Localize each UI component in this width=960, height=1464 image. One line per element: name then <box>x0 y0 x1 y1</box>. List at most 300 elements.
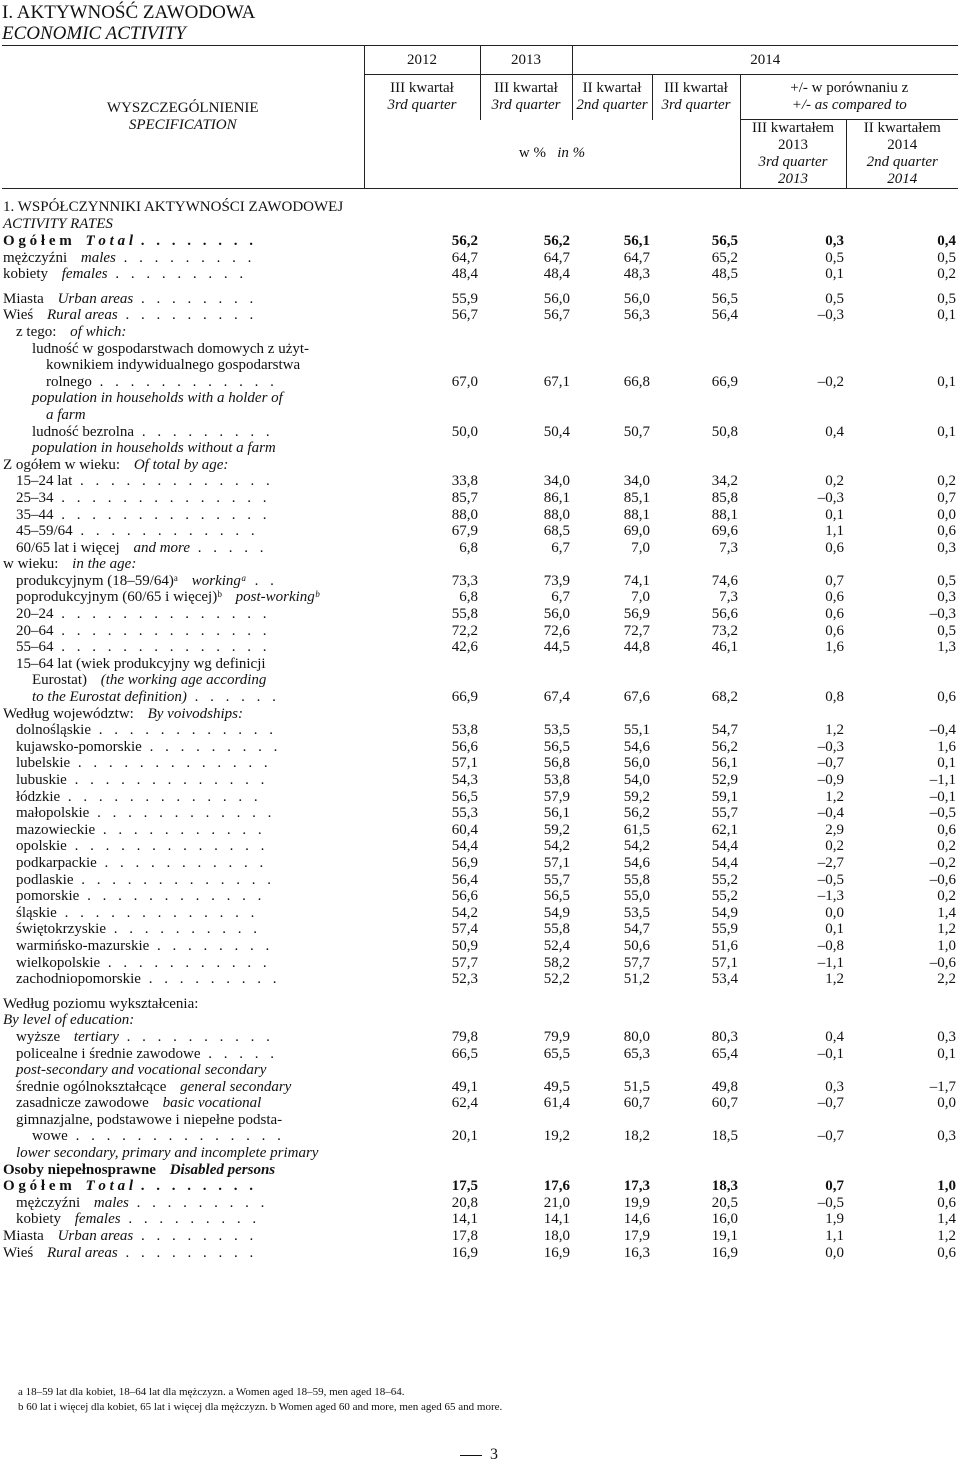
value-cell: 56,2 <box>623 805 650 822</box>
dot-leader: . . . . . . . . . . . . . . <box>53 622 271 639</box>
row-label <box>2 1162 364 1179</box>
value-cell: 44,8 <box>623 639 650 656</box>
value-cell: 56,0 <box>623 290 650 307</box>
value-cell: 56,7 <box>543 307 570 324</box>
value-cell: 66,9 <box>711 373 738 390</box>
value-cell: 69,6 <box>711 523 738 540</box>
label-pl: lubuskie <box>16 772 67 788</box>
label-pl: Miasta <box>3 1228 44 1245</box>
label-pl: kownikiem indywidualnego gospodarstwa <box>46 357 301 374</box>
label-en: post-secondary and vocational secondary <box>16 1062 267 1079</box>
label-en: basic vocational <box>162 1095 262 1112</box>
value-cell: 73,3 <box>451 572 478 589</box>
value-cell: 53,4 <box>711 971 738 988</box>
value-cell: –2,7 <box>817 854 844 871</box>
value-cell: 0,7 <box>825 572 844 589</box>
col-header-2013q3: III kwartał 3rd quarter <box>480 75 572 120</box>
value-cell: 0,7 <box>937 489 956 506</box>
footnote-b: b 60 lat i więcej dla kobiet, 65 lat i więcej dla mężczyzn. b Women aged 60 and more, men aged 65 and more. <box>18 1401 503 1413</box>
value-cell: –0,3 <box>817 489 844 506</box>
value-cell: 1,1 <box>825 523 844 540</box>
dot-leader: . . . . . . . . . . . . . . <box>53 506 271 523</box>
label-pl: Według poziomu wykształcenia: <box>3 995 199 1012</box>
value-cell: 59,2 <box>543 821 570 838</box>
value-cell: 49,8 <box>711 1078 738 1095</box>
value-cell: 54,7 <box>623 921 650 938</box>
value-cell: 18,5 <box>711 1128 738 1145</box>
value-cell: 51,6 <box>711 937 738 954</box>
value-cell: 88,0 <box>543 506 570 523</box>
row-label <box>2 755 364 772</box>
value-cell: 62,4 <box>451 1095 478 1112</box>
value-cell: 56,5 <box>711 290 738 307</box>
dot-leader: . . . . . . . . . . <box>118 1028 274 1045</box>
label-pl: 25–34 <box>16 489 54 506</box>
dot-leader: . . . . . . . . . . . . . . <box>53 489 271 506</box>
value-cell: 85,7 <box>451 489 478 506</box>
label-pl: gimnazjalne, podstawowe i niepełne podsta- <box>16 1111 283 1128</box>
value-cell: 56,5 <box>543 888 570 905</box>
value-cell: 65,5 <box>543 1045 570 1062</box>
value-cell: 68,2 <box>711 689 738 706</box>
value-cell: 54,9 <box>543 904 570 921</box>
value-cell: 0,5 <box>825 290 844 307</box>
table-row <box>2 706 958 723</box>
label-pl: podlaskie <box>16 871 74 888</box>
label-pl: świętokrzyskie <box>16 921 106 938</box>
row-label <box>2 656 364 673</box>
row-label <box>2 822 364 839</box>
row-label <box>2 589 364 606</box>
table-row <box>2 1079 958 1096</box>
table-row <box>2 822 958 839</box>
value-cell: 42,6 <box>451 639 478 656</box>
value-cell: 2,9 <box>825 821 844 838</box>
row-label <box>2 341 364 358</box>
value-cell: 17,9 <box>623 1228 650 1245</box>
value-cell: 19,9 <box>623 1194 650 1211</box>
value-cell: 56,0 <box>623 755 650 772</box>
value-cell: 34,2 <box>711 473 738 490</box>
row-label <box>2 189 364 234</box>
table-row <box>2 1062 958 1079</box>
value-cell: 0,0 <box>825 1244 844 1261</box>
value-cell: 80,3 <box>711 1028 738 1045</box>
year-2013: 2013 <box>480 46 572 75</box>
value-cell: –0,4 <box>817 805 844 822</box>
row-label <box>2 490 364 507</box>
value-cell: 0,1 <box>937 423 956 440</box>
value-cell: –0,1 <box>929 788 956 805</box>
row-label <box>2 357 364 374</box>
row-label <box>2 706 364 723</box>
dot-leader: . . <box>246 572 278 589</box>
value-cell: 54,0 <box>623 772 650 788</box>
label-pl: lubelskie <box>16 755 71 772</box>
label-pl: O g ó ł e m <box>3 233 72 249</box>
value-cell: 65,2 <box>711 249 738 266</box>
value-cell: 0,3 <box>825 1078 844 1095</box>
value-cell: 61,4 <box>543 1095 570 1112</box>
value-cell: –0,7 <box>817 1095 844 1112</box>
value-cell: 52,9 <box>711 772 738 788</box>
value-cell: 55,3 <box>451 805 478 822</box>
row-label <box>2 250 364 267</box>
value-cell: 67,4 <box>543 689 570 706</box>
row-label <box>2 1062 364 1079</box>
value-cell: 51,5 <box>623 1078 650 1095</box>
value-cell: 60,7 <box>623 1095 650 1112</box>
value-cell: 55,8 <box>451 606 478 623</box>
dot-leader: . . . . . . . . . . . . <box>91 373 278 390</box>
value-cell: 16,9 <box>711 1244 738 1261</box>
value-cell: 57,1 <box>451 755 478 772</box>
value-cell: 17,5 <box>451 1178 478 1195</box>
value-cell: 69,0 <box>623 523 650 540</box>
table-row <box>2 739 958 756</box>
value-cell: 56,5 <box>543 738 570 755</box>
label-pl: zachodniopomorskie <box>16 971 141 988</box>
row-label <box>2 523 364 540</box>
label-pl: 20–64 <box>16 622 54 639</box>
label-pl: 15–64 lat (wiek produkcyjny wg definicji <box>16 655 266 672</box>
unit-header: w % in % <box>364 120 740 189</box>
label-en: females <box>74 1211 121 1228</box>
value-cell: 56,4 <box>711 307 738 324</box>
value-cell: 55,8 <box>623 871 650 888</box>
value-cell: 57,1 <box>711 954 738 971</box>
table-row <box>2 1228 958 1245</box>
value-cell: 6,7 <box>551 589 570 606</box>
row-label <box>2 888 364 905</box>
value-cell: 0,3 <box>937 1128 956 1145</box>
value-cell: 48,3 <box>623 266 650 283</box>
value-cell: 0,4 <box>825 423 844 440</box>
section-title-pl: 1. WSPÓŁCZYNNIKI AKTYWNOŚCI ZAWODOWEJ <box>3 199 344 215</box>
value-cell: 1,2 <box>825 722 844 739</box>
value-cell: 55,9 <box>451 290 478 307</box>
dot-leader: . . . . . . . . . . . . <box>89 805 276 822</box>
value-cell: 21,0 <box>543 1194 570 1211</box>
value-cell: 0,1 <box>937 307 956 324</box>
table-row <box>2 996 958 1013</box>
dot-leader: . . . . . . . . . . . . . <box>70 755 272 772</box>
dot-leader: . . . . . . . . . . . . <box>91 722 277 739</box>
value-cell: 80,0 <box>623 1028 650 1045</box>
value-cell: 16,9 <box>543 1244 570 1261</box>
value-cell: 0,8 <box>825 689 844 706</box>
value-cell: 55,1 <box>623 722 650 739</box>
value-cell: 0,3 <box>937 589 956 606</box>
value-cell: 14,1 <box>543 1211 570 1228</box>
label-pl: łódzkie <box>16 788 61 805</box>
label-pl: Z ogółem w wieku: <box>3 456 121 473</box>
label-en: population in households with a holder of <box>32 390 283 407</box>
value-cell: 7,3 <box>719 589 738 606</box>
value-cell: –0,5 <box>817 871 844 888</box>
value-cell: 57,7 <box>451 954 478 971</box>
value-cell: 0,6 <box>937 523 956 540</box>
value-cell: 18,3 <box>711 1178 738 1195</box>
value-cell: 74,1 <box>623 572 650 589</box>
value-cell: 56,6 <box>451 888 478 905</box>
table-body <box>2 189 958 1262</box>
label-en: (the working age according <box>100 672 267 689</box>
table-header <box>2 46 958 189</box>
label-pl: wyższe <box>16 1028 61 1045</box>
label-en: in the age: <box>72 556 137 573</box>
dot-leader: . . . . . . . . . <box>128 1194 269 1211</box>
value-cell: –0,8 <box>817 937 844 954</box>
label-pl: Według województw: <box>3 705 134 722</box>
value-cell: 0,0 <box>937 1095 956 1112</box>
table-row <box>2 888 958 905</box>
label-en: Of total by age: <box>133 456 229 473</box>
value-cell: 55,9 <box>711 921 738 938</box>
label-pl: ludność bezrolna <box>32 423 135 440</box>
value-cell: 16,9 <box>451 1244 478 1261</box>
value-cell: 1,6 <box>825 639 844 656</box>
table-row <box>2 656 958 673</box>
dot-leader: . . . . . . . . <box>149 937 274 954</box>
label-en: and more <box>133 539 190 556</box>
value-cell: 54,4 <box>711 854 738 871</box>
table-row <box>2 291 958 308</box>
label-en: males <box>93 1194 129 1211</box>
table-row <box>2 639 958 656</box>
label-en: Rural areas <box>46 1244 118 1261</box>
value-cell: 0,5 <box>937 290 956 307</box>
value-cell: 7,0 <box>631 539 650 556</box>
value-cell: 55,0 <box>623 888 650 905</box>
value-cell: 0,2 <box>937 473 956 490</box>
value-cell: –1,7 <box>929 1078 956 1095</box>
value-cell: 56,2 <box>543 233 570 249</box>
row-label <box>2 440 364 457</box>
value-cell: 55,7 <box>711 805 738 822</box>
value-cell: 56,2 <box>711 738 738 755</box>
value-cell: 0,1 <box>937 373 956 390</box>
table-row <box>2 250 958 267</box>
table-row <box>2 805 958 822</box>
table-row <box>2 266 958 283</box>
title-en: ECONOMIC ACTIVITY <box>2 23 186 44</box>
value-cell: 55,8 <box>543 921 570 938</box>
row-label <box>2 457 364 474</box>
label-pl: opolskie <box>16 838 67 855</box>
value-cell: 0,2 <box>937 888 956 905</box>
value-cell: 54,9 <box>711 904 738 921</box>
value-cell: 0,2 <box>825 838 844 855</box>
value-cell: 0,2 <box>937 838 956 855</box>
spacer-row <box>2 988 958 996</box>
value-cell: 0,1 <box>937 1045 956 1062</box>
value-cell: 66,5 <box>451 1045 478 1062</box>
dot-leader: . . . . . . . . . . . . . <box>72 473 274 490</box>
label-pl: warmińsko-mazurskie <box>16 937 150 954</box>
table-row <box>2 1012 958 1029</box>
value-cell: 50,4 <box>543 423 570 440</box>
dot-leader: . . . . . . . . . . <box>105 921 261 938</box>
value-cell: 0,5 <box>937 622 956 639</box>
table-row <box>2 623 958 640</box>
label-en: females <box>61 266 108 283</box>
value-cell: 56,7 <box>451 307 478 324</box>
label-pl: kobiety <box>3 266 48 283</box>
value-cell: 50,0 <box>451 423 478 440</box>
value-cell: –0,1 <box>817 1045 844 1062</box>
row-label <box>2 722 364 739</box>
row-label <box>2 639 364 656</box>
table-row <box>2 1245 958 1262</box>
dot-leader: . . . . . . . . . <box>117 307 258 324</box>
year-2014: 2014 <box>572 46 958 75</box>
value-cell: 56,5 <box>451 788 478 805</box>
value-cell: 1,2 <box>937 1228 956 1245</box>
table-row <box>2 1211 958 1228</box>
value-cell: 49,1 <box>451 1078 478 1095</box>
dot-leader: . . . . . . . . . . . . . . <box>67 1128 285 1145</box>
value-cell: 0,2 <box>937 266 956 283</box>
value-cell: 50,6 <box>623 937 650 954</box>
value-cell: 0,6 <box>825 539 844 556</box>
table-row <box>2 1162 958 1179</box>
value-cell: 88,1 <box>711 506 738 523</box>
value-cell: 20,1 <box>451 1128 478 1145</box>
value-cell: 72,6 <box>543 622 570 639</box>
table-row <box>2 457 958 474</box>
table-row <box>2 374 958 391</box>
row-label <box>2 838 364 855</box>
row-label <box>2 1046 364 1063</box>
value-cell: 62,1 <box>711 821 738 838</box>
value-cell: 1,2 <box>937 921 956 938</box>
label-pl: 60/65 lat i więcej <box>16 539 120 556</box>
value-cell: 67,1 <box>543 373 570 390</box>
table-row <box>2 424 958 441</box>
value-cell: 60,4 <box>451 821 478 838</box>
value-cell: 1,3 <box>937 639 956 656</box>
value-cell: 1,2 <box>825 971 844 988</box>
table-row <box>2 872 958 889</box>
value-cell: 1,4 <box>937 904 956 921</box>
row-label <box>2 855 364 872</box>
value-cell: 6,7 <box>551 539 570 556</box>
table-row <box>2 755 958 772</box>
table-row <box>2 606 958 623</box>
value-cell: 53,8 <box>543 772 570 788</box>
value-cell: 50,9 <box>451 937 478 954</box>
row-label <box>2 1029 364 1046</box>
value-cell: 0,6 <box>937 689 956 706</box>
row-label <box>2 623 364 640</box>
dot-leader: . . . . . . . . . . . <box>95 821 266 838</box>
row-label <box>2 772 364 789</box>
label-pl: mężczyźni <box>16 1194 81 1211</box>
value-cell: 86,1 <box>543 489 570 506</box>
label-en: general secondary <box>180 1078 292 1095</box>
value-cell: 1,1 <box>825 1228 844 1245</box>
value-cell: 18,2 <box>623 1128 650 1145</box>
label-pl: podkarpackie <box>16 854 97 871</box>
table-row <box>2 473 958 490</box>
table-row <box>2 938 958 955</box>
table-row <box>2 440 958 457</box>
value-cell: 0,6 <box>825 622 844 639</box>
label-pl: kobiety <box>16 1211 61 1228</box>
row-label <box>2 1195 364 1212</box>
value-cell: 56,3 <box>623 307 650 324</box>
value-cell: 56,0 <box>543 606 570 623</box>
value-cell: 54,6 <box>623 738 650 755</box>
dot-leader: . . . . . <box>190 539 268 556</box>
value-cell: 0,7 <box>825 1178 844 1195</box>
value-cell: 56,5 <box>711 233 738 249</box>
row-label <box>2 938 364 955</box>
table-row <box>2 905 958 922</box>
dot-leader: . . . . . . . . . . . . . <box>60 788 262 805</box>
label-pl: zasadnicze zawodowe <box>16 1095 149 1112</box>
label-pl: wielkopolskie <box>16 954 101 971</box>
value-cell: 1,9 <box>825 1211 844 1228</box>
label-en: Disabled persons <box>169 1161 276 1178</box>
value-cell: 56,8 <box>543 755 570 772</box>
row-label <box>2 1145 364 1162</box>
row-label <box>2 1228 364 1245</box>
label-pl: O g ó ł e m <box>3 1178 72 1195</box>
label-en: population in households without a farm <box>32 440 276 457</box>
value-cell: 57,9 <box>543 788 570 805</box>
compare-2013q3: III kwartałem 2013 3rd quarter 2013 <box>740 120 846 189</box>
value-cell: 20,5 <box>711 1194 738 1211</box>
value-cell: 52,2 <box>543 971 570 988</box>
row-label <box>2 805 364 822</box>
label-pl: dolnośląskie <box>16 722 91 739</box>
value-cell: 7,0 <box>631 589 650 606</box>
value-cell: 67,9 <box>451 523 478 540</box>
value-cell: 6,8 <box>459 539 478 556</box>
label-pl: średnie ogólnokształcące <box>16 1078 167 1095</box>
value-cell: 48,4 <box>451 266 478 283</box>
value-cell: 34,0 <box>543 473 570 490</box>
value-cell: 64,7 <box>623 249 650 266</box>
table-row <box>2 772 958 789</box>
value-cell: 55,7 <box>543 871 570 888</box>
value-cell: –1,3 <box>817 888 844 905</box>
value-cell: 0,0 <box>825 904 844 921</box>
dot-leader: . . . . . . . . <box>133 1178 257 1195</box>
table-row <box>2 689 958 706</box>
value-cell: 54,6 <box>623 854 650 871</box>
label-pl: mężczyźni <box>3 249 68 266</box>
value-cell: 1,6 <box>937 738 956 755</box>
value-cell: 0,3 <box>937 539 956 556</box>
value-cell: 56,1 <box>711 755 738 772</box>
dot-leader: . . . . . . . . . . . <box>100 954 271 971</box>
value-cell: 17,3 <box>623 1178 650 1195</box>
label-en: of which: <box>70 323 127 340</box>
value-cell: 59,2 <box>623 788 650 805</box>
label-pl: Osoby niepełnosprawne <box>3 1161 156 1178</box>
table-row <box>2 1195 958 1212</box>
label-en: By voivodships: <box>147 705 243 722</box>
table-row <box>2 341 958 358</box>
value-cell: 50,7 <box>623 423 650 440</box>
value-cell: 56,2 <box>451 233 478 249</box>
value-cell: –1,1 <box>817 954 844 971</box>
compare-header: +/- w porównaniu z +/- as compared to <box>740 75 958 120</box>
value-cell: 79,8 <box>451 1028 478 1045</box>
